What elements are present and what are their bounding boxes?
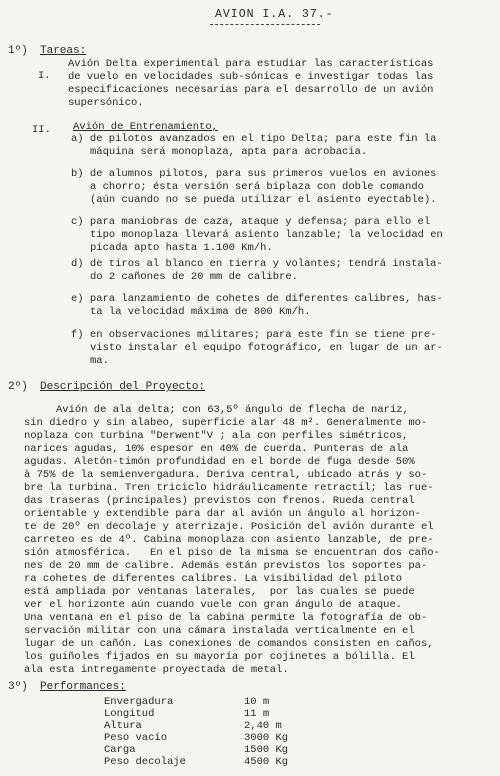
item-e-line: ta la velocidad máxima de 800 Km/h. <box>90 306 311 318</box>
description-line: los guiñoles fijados en su mayoría por cojinetes a bólilla. El <box>24 651 415 663</box>
description-line: ala esta intregamente proyectada de metal. <box>24 664 289 676</box>
item-e-line: e) para lanzamiento de cohetes de diferentes calibres, has- <box>71 293 443 305</box>
section-1-heading: Tareas: <box>40 45 87 57</box>
description-line: carreteo es de 4º. Cabina monoplaza con asiento lanzable, de pre- <box>24 534 434 546</box>
item-f-line: ma. <box>90 355 109 367</box>
description-line: orientable y extendible para dar al avión un ángulo al horizon- <box>24 508 421 520</box>
description-line: das traseras (principales) previstos con frenos. Rueda central <box>24 495 415 507</box>
item-I-line: de vuelo en velocidades sub-sónicas e investigar todas las <box>68 71 434 83</box>
performance-value: 4500 Kg <box>244 756 289 768</box>
item-I-line: Avión Delta experimental para estudiar las características <box>68 58 434 70</box>
performance-label: Altura <box>104 720 142 732</box>
item-I-number: I. <box>38 70 51 82</box>
performance-label: Peso decolaje <box>104 756 186 768</box>
description-line: te de 20º en decolaje y aterrizaje. Posición del avión durante el <box>24 521 434 533</box>
item-f-line: f) en observaciones militares; para este fin se tiene pre- <box>71 329 437 341</box>
section-2-heading: Descripción del Proyecto: <box>40 381 206 393</box>
title-underline <box>210 24 320 25</box>
performance-label: Peso vacío <box>104 732 168 744</box>
item-c-line: tipo monoplaza llevará asiento lanzable; la velocidad en <box>90 229 443 241</box>
item-d-line: d) de tiros al blanco en tierra y volantes; tendrá instala- <box>71 258 443 270</box>
item-c-line: picada apto hasta 1.100 Km/h. <box>90 242 273 254</box>
description-line: nes de 20 mm de calibre. Además están previstos los soportes pa- <box>24 560 428 572</box>
item-d-line: do 2 cañones de 20 mm de calibre. <box>90 271 298 283</box>
description-line: sión atmosférica. En el piso de la misma se encuentran dos caño- <box>24 547 440 559</box>
description-line: sin diedro y sin alabeo, superficie alar 48 m². Generalmente mo- <box>24 417 428 429</box>
performance-label: Carga <box>104 744 136 756</box>
description-line: à 75% de la semienvergadura. Deriva central, ubicado atrás y so- <box>24 469 428 481</box>
description-line: bre la turbina. Tren triciclo hidráulicamente retractil; las rue- <box>24 482 434 494</box>
performance-value: 10 m <box>244 696 270 708</box>
performance-value: 2,40 m <box>244 720 282 732</box>
performance-value: 1500 Kg <box>244 744 289 756</box>
description-line: ver el horizonte aún cuando vuele con gran ángulo de ataque. <box>24 599 403 611</box>
description-line: ra cohetes de diferentes calibres. La visibilidad del piloto <box>24 573 403 585</box>
description-line: lugar de un cañón. Las conexiones de comandos consisten en caños, <box>24 638 434 650</box>
document-title: AVION I.A. 37.- <box>215 8 334 21</box>
description-line: Una ventana en el piso de la cabina permite la fotografía de ob- <box>24 612 428 624</box>
description-line: agudas. Aletón-timón profundidad en el borde de fuga desde 50% <box>24 456 415 468</box>
item-II-number: II. <box>32 124 51 136</box>
description-line: noplaza con turbina "Derwent"V ; ala con perfiles simétricos, <box>24 430 409 442</box>
description-line: narices agudas, 10% espesor en 40% de cuerda. Punteras de ala <box>24 443 409 455</box>
item-I-line: especificaciones necesarias para el desarrollo de un avión <box>68 84 434 96</box>
item-c-line: c) para maniobras de caza, ataque y defensa; para ello el <box>71 216 431 228</box>
section-3-number: 3º) <box>8 681 28 693</box>
item-b-line: b) de alumnos pilotos, para sus primeros vuelos en aviones <box>71 168 437 180</box>
performance-label: Longitud <box>104 708 155 720</box>
performance-value: 3000 Kg <box>244 732 289 744</box>
item-b-line: (aún cuando no se pueda utilizar el asiento eyectable). <box>90 194 437 206</box>
description-line: está ampliada por ventanas laterales, por las cuales se puede <box>24 586 415 598</box>
performance-label: Envergadura <box>104 696 174 708</box>
item-a-line: máquina será monoplaza, apta para acrobacia. <box>90 146 368 158</box>
section-1-number: 1º) <box>8 45 28 57</box>
section-3-heading: Performances: <box>40 681 126 693</box>
item-I-line: supersónico. <box>68 97 144 109</box>
item-b-line: a chorro; ésta versión será biplaza con doble comando <box>90 181 424 193</box>
item-II-heading: Avión de Entrenamiento, <box>73 121 218 133</box>
section-2-number: 2º) <box>8 381 28 393</box>
description-line: servación militar con una cámara instalada verticalmente en el <box>24 625 415 637</box>
performance-value: 11 m <box>244 708 270 720</box>
item-a-line: a) de pilotos avanzados en el tipo Delta; para este fin la <box>71 133 437 145</box>
description-line: Avión de ala delta; con 63,5º ángulo de flecha de naríz, <box>56 404 409 416</box>
item-f-line: visto instalar el equipo fotográfico, en lugar de un ar- <box>90 342 443 354</box>
